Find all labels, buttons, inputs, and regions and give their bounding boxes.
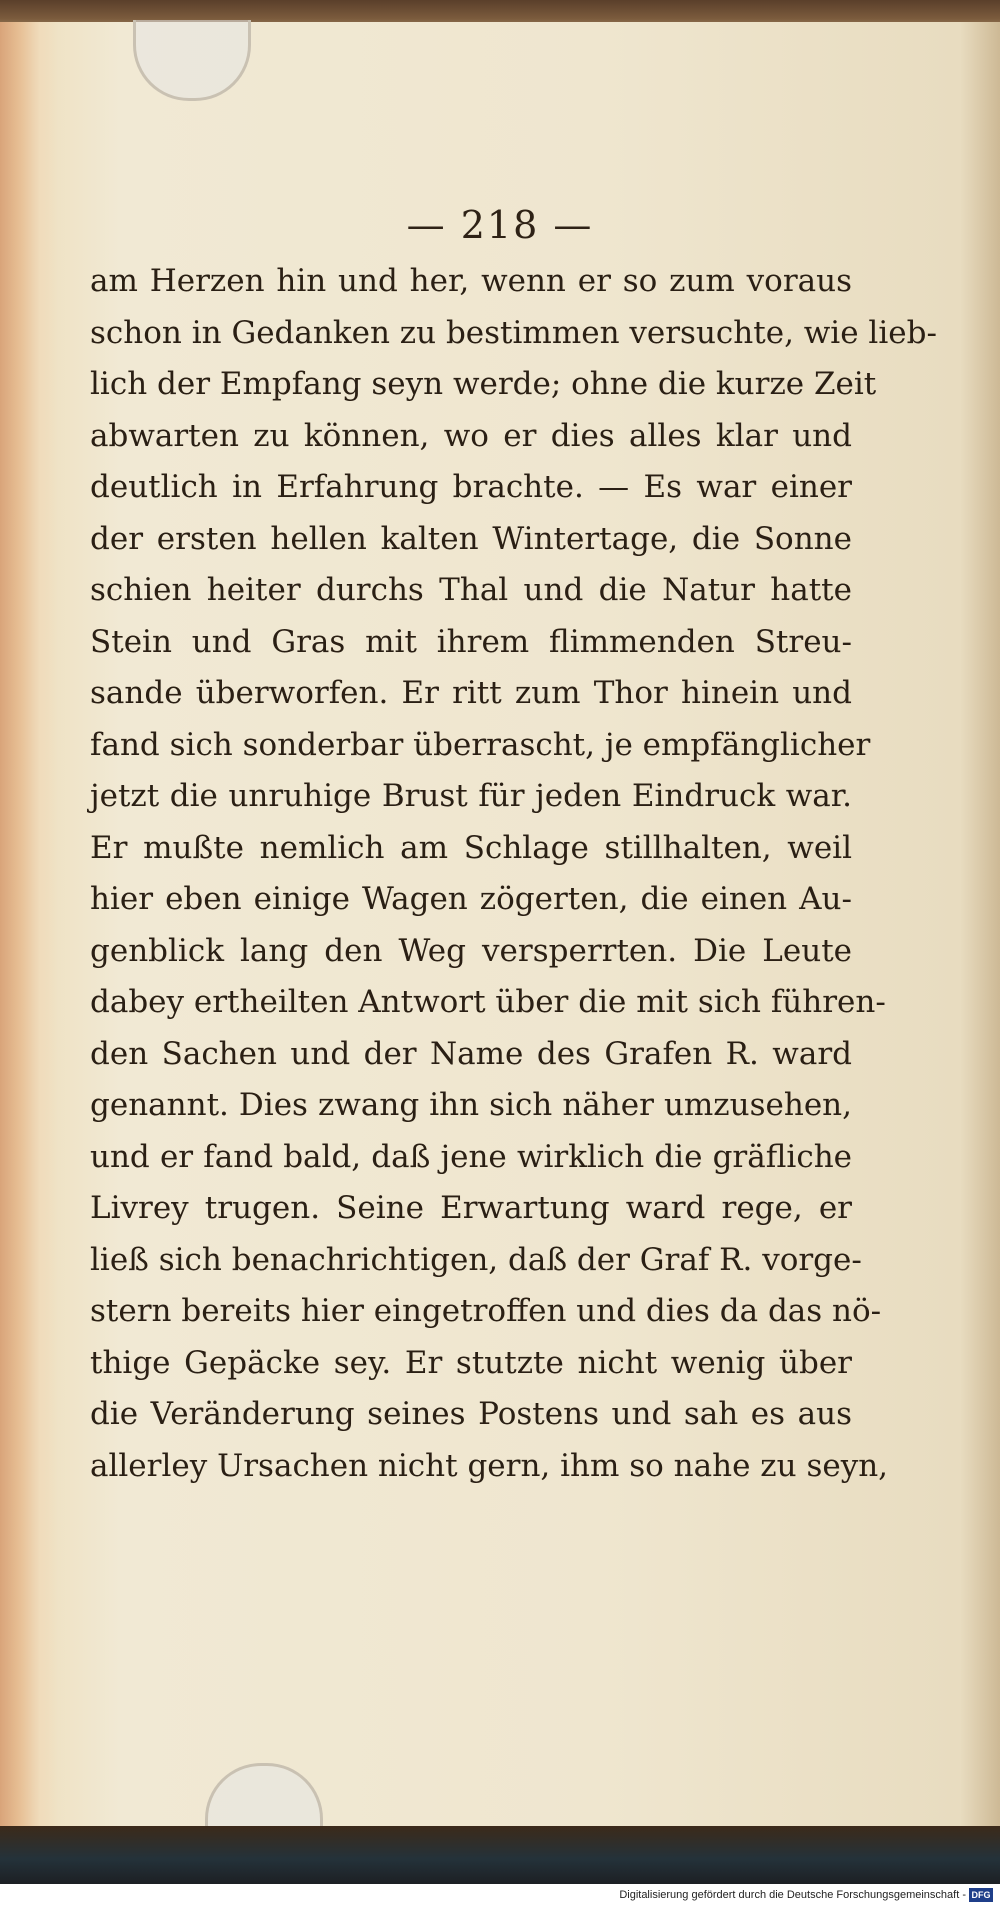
text-line: der ersten hellen kalten Wintertage, die Sonne bbox=[90, 520, 852, 557]
text-line: sande überworfen. Er ritt zum Thor hinein und bbox=[90, 675, 852, 711]
page-number: — 218 — bbox=[406, 203, 594, 247]
text-line: hier eben einige Wagen zögerten, die einen Au- bbox=[90, 881, 852, 917]
dfg-logo: DFG bbox=[969, 1888, 993, 1902]
text-line: fand sich sonderbar überrascht, je empfänglicher bbox=[90, 726, 871, 763]
text-line: genannt. Dies zwang ihn sich näher umzusehen, bbox=[90, 1087, 852, 1123]
text-line: dabey ertheilten Antwort über die mit sich führen- bbox=[90, 984, 886, 1020]
digitization-credit: Digitalisierung gefördert durch die Deutsche Forschungsgemeinschaft - bbox=[619, 1889, 966, 1901]
text-line: lich der Empfang seyn werde; ohne die kurze Zeit bbox=[90, 366, 877, 402]
text-line: genblick lang den Weg versperrten. Die Leute bbox=[90, 932, 852, 969]
text-line: stern bereits hier eingetroffen und dies da das nö- bbox=[90, 1293, 882, 1329]
text-line: schien heiter durchs Thal und die Natur hatte bbox=[90, 572, 852, 608]
text-line: Er mußte nemlich am Schlage stillhalten, weil bbox=[90, 829, 852, 866]
text-line: und er fand bald, daß jene wirklich die gräfliche bbox=[90, 1138, 852, 1175]
text-line: allerley Ursachen nicht gern, ihm so nahe zu seyn, bbox=[90, 1447, 889, 1484]
text-line: ließ sich benachrichtigen, daß der Graf R. vorge- bbox=[90, 1241, 862, 1278]
text-line: thige Gepäcke sey. Er stutzte nicht wenig über bbox=[90, 1344, 852, 1381]
text-line: schon in Gedanken zu bestimmen versuchte, wie lieb- bbox=[90, 314, 937, 351]
text-line: Stein und Gras mit ihrem flimmenden Streu- bbox=[90, 623, 852, 660]
page-text bbox=[90, 256, 937, 1492]
text-line: Livrey trugen. Seine Erwartung ward rege, er bbox=[90, 1190, 852, 1226]
page-gutter bbox=[0, 22, 58, 1830]
text-line: den Sachen und der Name des Grafen R. ward bbox=[90, 1035, 852, 1072]
text-line: jetzt die unruhige Brust für jeden Eindruck war. bbox=[90, 778, 852, 814]
text-line: deutlich in Erfahrung brachte. — Es war einer bbox=[90, 469, 852, 505]
book-bottom-edge bbox=[0, 1826, 1000, 1886]
text-line: die Veränderung seines Postens und sah es aus bbox=[90, 1396, 852, 1432]
text-line: am Herzen hin und her, wenn er so zum voraus bbox=[90, 263, 852, 299]
text-line: abwarten zu können, wo er dies alles klar und bbox=[90, 417, 852, 454]
